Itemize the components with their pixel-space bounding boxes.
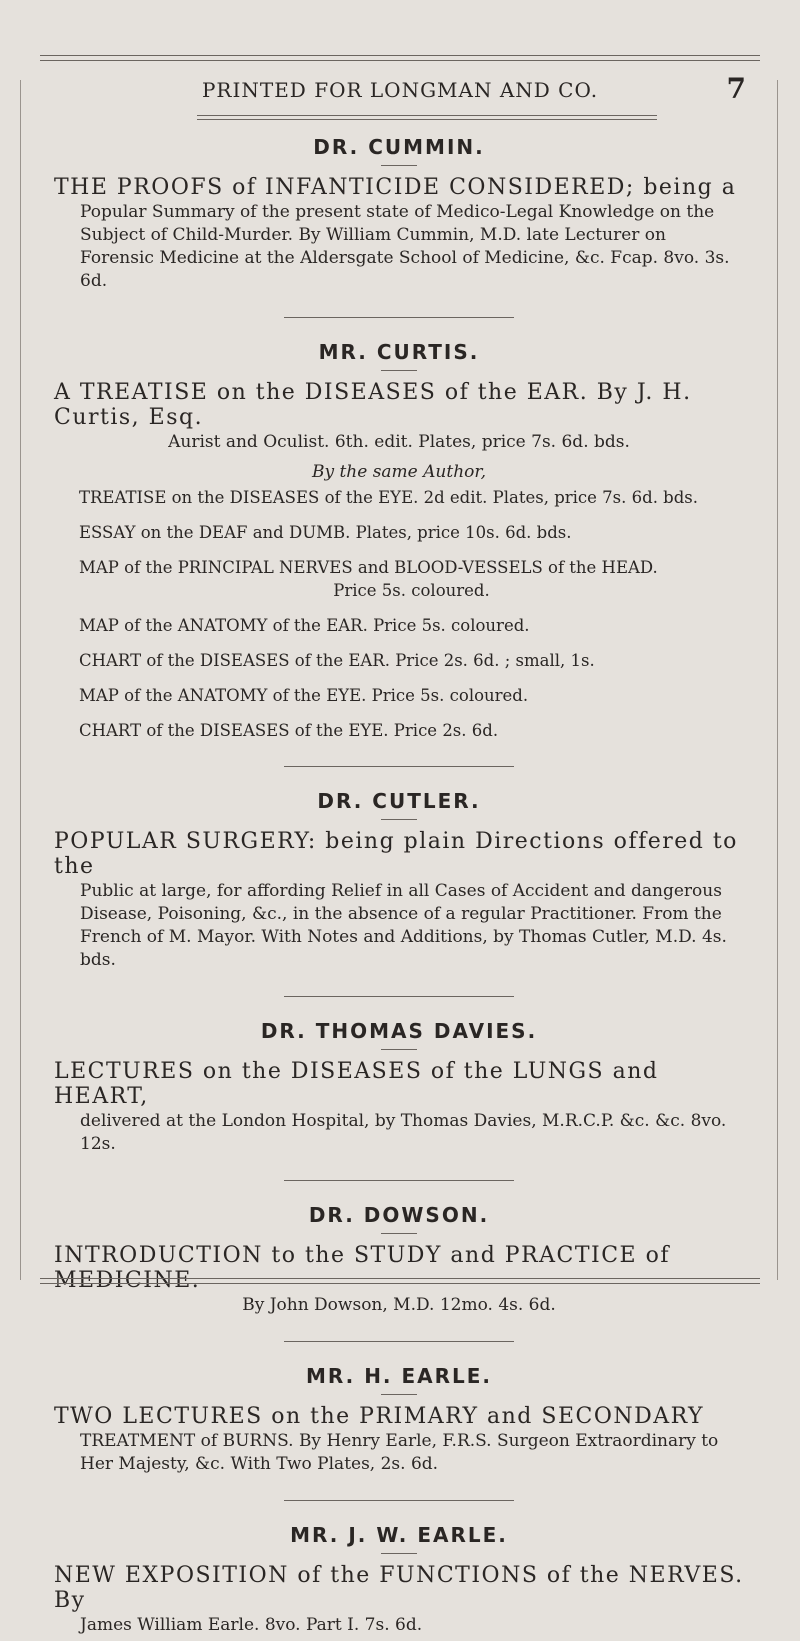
book-entry <box>54 1405 744 1476</box>
running-head: PRINTED FOR LONGMAN AND CO. <box>201 78 599 102</box>
section-separator <box>284 1180 514 1181</box>
author-heading: DR. CUTLER. <box>317 789 481 813</box>
left-margin-line <box>20 80 21 1280</box>
entry-body: Aurist and Oculist. 6th. edit. Plates, price 7s. 6d. bds. <box>168 432 630 452</box>
sub-entry <box>79 649 744 672</box>
section-curtis <box>54 340 744 742</box>
header-rule <box>197 115 657 116</box>
short-rule <box>381 165 417 166</box>
entry-title: THE PROOFS of INFANTICIDE CONSIDERED; being a <box>54 175 737 200</box>
author-heading: DR. CUMMIN. <box>313 135 485 159</box>
sub-entry <box>79 719 744 742</box>
section-dowson <box>54 1203 744 1317</box>
entry-body: delivered at the London Hospital, by Thomas Davies, M.R.C.P. &c. &c. 8vo. 12s. <box>80 1111 727 1154</box>
entry-body: By John Dowson, M.D. 12mo. 4s. 6d. <box>242 1295 556 1315</box>
entry-title: A TREATISE on the DISEASES of the EAR. By J. H. Curtis, Esq. <box>54 380 692 430</box>
short-rule <box>381 819 417 820</box>
section-h-earle <box>54 1364 744 1476</box>
book-entry <box>54 381 744 454</box>
section-separator <box>284 317 514 318</box>
section-separator <box>284 1500 514 1501</box>
entry-title: NEW EXPOSITION of the FUNCTIONS of the NERVES. By <box>54 1563 744 1613</box>
entry-body: Popular Summary of the present state of Medico-Legal Knowledge on the Subject of Child-Murder. By William Cummin, M.D. late Lecturer on Forensic Medicine at the Aldersgate School of Medicine, &c. Fcap. 8vo. 3s. 6d. <box>80 202 730 291</box>
section-jw-earle <box>54 1523 744 1637</box>
book-entry <box>54 176 744 293</box>
bottom-border-rule <box>40 1278 760 1279</box>
sub-entry-text: CHART of the DISEASES of the EYE. Price 2s. 6d. <box>79 721 499 740</box>
book-entry <box>54 1060 744 1156</box>
sub-entry-continuation: Price 5s. coloured. <box>333 581 490 600</box>
short-rule <box>381 1394 417 1395</box>
entry-title: LECTURES on the DISEASES of the LUNGS and HEART, <box>54 1059 659 1109</box>
author-heading: DR. DOWSON. <box>308 1203 490 1227</box>
author-heading: MR. H. EARLE. <box>305 1364 493 1388</box>
short-rule <box>381 370 417 371</box>
catalogue-content <box>54 135 744 1641</box>
same-author-note: By the same Author, <box>311 462 487 482</box>
section-separator <box>284 1341 514 1342</box>
entry-title: TWO LECTURES on the PRIMARY and SECONDARY <box>54 1404 705 1429</box>
header-rule-2 <box>197 119 657 120</box>
author-heading: MR. J. W. EARLE. <box>290 1523 508 1547</box>
sub-entry <box>79 556 744 602</box>
section-davies <box>54 1019 744 1156</box>
entry-body: James William Earle. 8vo. Part I. 7s. 6d. <box>80 1615 423 1635</box>
sub-entry <box>79 486 744 509</box>
sub-entry-text: TREATISE on the DISEASES of the EYE. 2d edit. Plates, price 7s. 6d. bds. <box>79 488 699 507</box>
sub-entry-text: MAP of the ANATOMY of the EAR. Price 5s. coloured. <box>79 616 530 635</box>
top-border-rule-inner <box>40 60 760 61</box>
sub-entry-text: MAP of the PRINCIPAL NERVES and BLOOD-VESSELS of the HEAD. <box>79 558 658 577</box>
entry-body: TREATMENT of BURNS. By Henry Earle, F.R.S. Surgeon Extraordinary to Her Majesty, &c. With Two Plates, 2s. 6d. <box>80 1431 719 1474</box>
sub-entry <box>79 521 744 544</box>
sub-entry-text: MAP of the ANATOMY of the EYE. Price 5s. coloured. <box>79 686 529 705</box>
book-entry <box>54 1244 744 1317</box>
sub-entry-text: CHART of the DISEASES of the EAR. Price 2s. 6d. ; small, 1s. <box>79 651 595 670</box>
section-separator <box>284 766 514 767</box>
book-entry <box>54 1564 744 1637</box>
section-separator <box>284 996 514 997</box>
top-border-rule <box>40 55 760 56</box>
short-rule <box>381 1233 417 1234</box>
short-rule <box>381 1553 417 1554</box>
book-entry <box>54 830 744 972</box>
sub-entry <box>79 614 744 637</box>
bottom-border-rule-inner <box>40 1283 760 1284</box>
section-cummin <box>54 135 744 293</box>
sub-entry <box>79 684 744 707</box>
entry-title: POPULAR SURGERY: being plain Directions offered to the <box>54 829 738 879</box>
short-rule <box>381 1049 417 1050</box>
author-heading: DR. THOMAS DAVIES. <box>260 1019 538 1043</box>
author-heading: MR. CURTIS. <box>318 340 480 364</box>
page-number: 7 <box>726 72 746 105</box>
entry-body: Public at large, for affording Relief in all Cases of Accident and dangerous Disease, Poisoning, &c., in the absence of a regular Practitioner. From the French of M. Mayor. With Notes and Additions, by Thomas Cutler, M.D. 4s. bds. <box>80 881 727 970</box>
right-margin-line <box>777 80 778 1280</box>
sub-entry-text: ESSAY on the DEAF and DUMB. Plates, price 10s. 6d. bds. <box>79 523 572 542</box>
entry-title: INTRODUCTION to the STUDY and PRACTICE of MEDICINE. <box>54 1243 671 1293</box>
section-cutler <box>54 789 744 972</box>
